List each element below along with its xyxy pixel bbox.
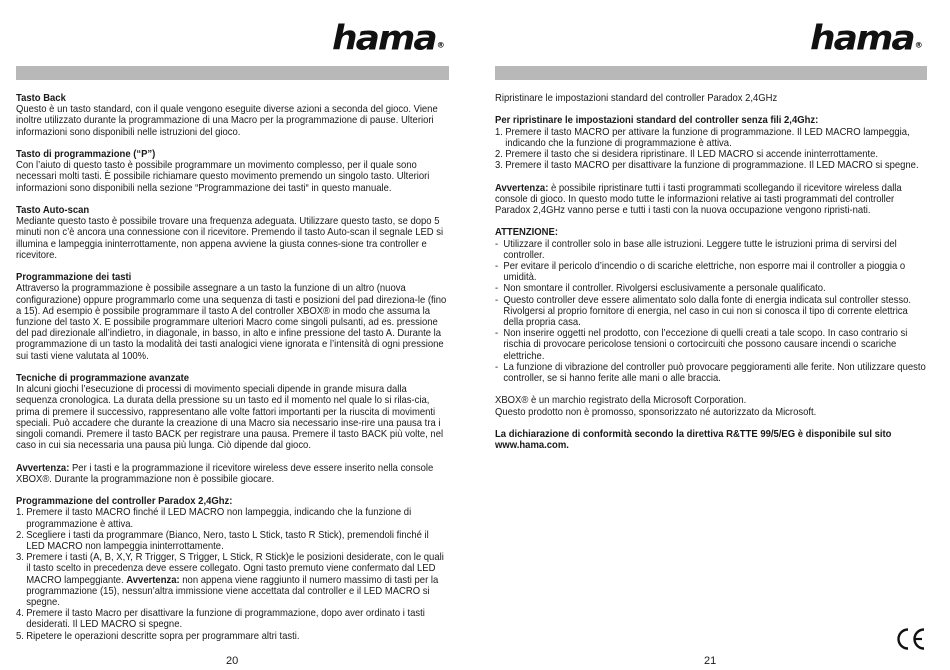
step-text: Premere i tasti (A, B, X,Y, R Trigger, S Trigger, L Stick, R Stick)e le posizioni desiderate, con le quali il tasto scelto in precedenza deve essere collegato. Ogni tasto premuto viene confermato dal LED MACRO lampeggiante. [26, 552, 444, 586]
warning-paragraph [495, 183, 927, 217]
brand-logo [332, 19, 445, 58]
step-text: Premere il tasto MACRO per attivare la funzione di programmazione. Il LED MACRO lampeggia, indicando che la funzione di programmazione è attiva. [505, 126, 910, 149]
section-tecniche-avanzate [16, 373, 448, 451]
conformity-url: www.hama.com. [495, 440, 569, 452]
conformity-text: La dichiarazione di conformità secondo la direttiva R&TTE 99/5/EG è disponibile sul sito [495, 429, 892, 441]
step-text: Ripetere le operazioni descritte sopra per programmare altri tasti. [26, 630, 300, 642]
step-number: 2. [16, 529, 24, 541]
trademark-line: XBOX® è un marchio registrato della Microsoft Corporation. [495, 395, 747, 407]
section-title: ATTENZIONE: [495, 227, 558, 239]
warning-text: è possibile ripristinare tutti i tasti programmati scollegando il ricevitore wireless dalla console di gioco. In questo modo tutte le informazioni relative ai tasti programmati del controller Paradox 2,4GHz vanno perse e tutti i tasti con la nuova occupazione vengono ripristi-nati. [495, 182, 902, 216]
warning-label: Avvertenza: [16, 462, 70, 474]
step-text: Premere il tasto Macro per disattivare la funzione di programmazione, dopo aver ordinato i tasti desiderati. Il LED MACRO si spegne. [26, 608, 425, 631]
list-item: - La funzione di vibrazione del controller può provocare peggioramenti alle ferite. Non utilizzare questo controller, se si hanno ferite alle mani o alle braccia. [495, 362, 927, 384]
step-text: Scegliere i tasti da programmare (Bianco, Nero, tasto L Stick, tasto R Stick), premendoli finché il LED MACRO non lampeggia ininterrottamente. [26, 529, 429, 553]
header-bar [495, 66, 927, 80]
attention-list [495, 239, 927, 385]
reset-steps [495, 127, 927, 172]
programming-steps [16, 507, 448, 641]
step-warning-label: Avvertenza: [126, 574, 180, 586]
registered-mark: ® [914, 40, 923, 50]
warning-note [16, 463, 448, 485]
section-text: Mediante questo tasto è possibile trovare una frequenza adeguata. Utilizzare questo tasto, se dopo 5 minuti non c’è ancora una connessione con il ricevitore. Premendo il tasto Auto-scan il segnale LED si illumina e lampeggia ininterrottamente, non appena avviene la giusta connes-sione tra controller e ricevitore. [16, 216, 444, 261]
trademark-notice [495, 395, 927, 417]
step-number: 3. [16, 552, 24, 564]
step-number: 1. [495, 126, 503, 138]
conformity-url-line [495, 440, 927, 451]
section-title: Tasto di programmazione (“P”) [16, 149, 156, 160]
warning-note [495, 183, 927, 217]
step-text: Premere il tasto MACRO per disattivare la funzione di programmazione. Il LED MACRO si spegne. [505, 160, 919, 172]
section-title: Tasto Back [16, 93, 66, 104]
list-item [495, 149, 927, 160]
section-reset [495, 115, 927, 171]
step-number: 4. [16, 608, 24, 620]
header-bar [16, 66, 449, 80]
list-item [495, 160, 927, 171]
list-item [16, 552, 448, 608]
conformity-line [495, 429, 927, 440]
section-text: Con l’aiuto di questo tasto è possibile programmare un movimento complesso, per il quale sono necessari molti tasti. È possibile richiamare questo movimento premendo un singolo tasto. Ulteriori informazioni sono disponibili nella sezione “Programmazione dei tasti“ in questo manuale. [16, 160, 430, 194]
list-item: - Non smontare il controller. Rivolgersi esclusivamente a personale qualificato. [495, 283, 927, 294]
section-tasto-back [16, 93, 448, 138]
warning-text: Per i tasti e la programmazione il ricevitore wireless deve essere inserito nella console XBOX®. Durante la programmazione non è possibile giocare. [16, 462, 434, 485]
ce-mark-icon [895, 626, 927, 652]
step-number: 1. [16, 507, 24, 519]
section-tasto-auto-scan [16, 205, 448, 261]
list-item [16, 631, 448, 642]
list-item: - Questo controller deve essere alimentato solo dalla fonte di energia indicata sul controller stesso. Rivolgersi al proprio fornitore di energia, nel caso in cui non si conosca il tipo di corrente elettrica della propria casa. [495, 295, 927, 329]
registered-mark: ® [436, 40, 445, 50]
list-item: - Non inserire oggetti nel prodotto, con l’eccezione di quelli creati a tale scopo. In caso contrario si rischia di provocare pericolose tensioni o cortocircuiti che possono causare incendi o scariche elettriche. [495, 328, 927, 362]
warning-paragraph [16, 463, 448, 485]
brand-logo [810, 19, 923, 58]
section-text: In alcuni giochi l’esecuzione di processi di movimento speciali dipende in grande misura dalla sequenza cronologica. La durata della pressione su un tasto ed il momento nel quale lo si rilas-cia, prima di premere il successivo, rappresentano alle volte fattori importanti per la riuscita di movimenti speciali. Può accadere che durante la creazione di una Macro sia necessario inse-rire una pausa tra i singoli comandi. Premere il tasto BACK per registrare una pausa. Premere il tasto BACK più volte, nel caso in cui sia necessaria una pausa più lunga. Ciò dipende dal gioco. [16, 384, 444, 452]
list-item [16, 507, 448, 529]
warning-label: Avvertenza: [495, 182, 549, 194]
intro [495, 93, 927, 104]
page-content [495, 93, 927, 463]
section-tasto-programmazione [16, 149, 448, 194]
list-item [495, 127, 927, 149]
step-text: Premere il tasto MACRO finché il LED MACRO non lampeggia, indicando che la funzione di programmazione è attiva. [26, 507, 412, 530]
page-number: 21 [704, 655, 717, 667]
section-title: Programmazione dei tasti [16, 272, 132, 284]
page-content [16, 93, 448, 653]
trademark-line: Questo prodotto non è promosso, sponsorizzato né autorizzato da Microsoft. [495, 406, 817, 418]
section-title: Programmazione del controller Paradox 2,4Ghz: [16, 496, 233, 508]
section-programmazione-controller [16, 496, 448, 642]
step-text-continued: non appena viene raggiunto il numero massimo di tasti per la programmazione (15), nessun’altra immissione viene accettata dal controller e il LED MACRO si spegne. [26, 574, 439, 609]
page-number: 20 [226, 655, 239, 667]
intro-text: Ripristinare le impostazioni standard del controller Paradox 2,4GHz [495, 93, 778, 104]
list-item: - Per evitare il pericolo d’incendio o di scariche elettriche, non esporre mai il controller a pioggia o umidità. [495, 261, 927, 283]
step-number: 5. [16, 630, 24, 642]
step-number: 2. [495, 149, 503, 160]
section-attention [495, 227, 927, 384]
section-text: Questo è un tasto standard, con il quale vengono eseguite diverse azioni a seconda del gioco. Viene inoltre utilizzato durante la programmazione di una Macro per la programmazione di pause. Ulteriori informazioni sono disponibili nelle istruzioni del gioco. [16, 104, 438, 138]
page-right [475, 0, 950, 670]
brand-name: hama [810, 19, 914, 58]
brand-name: hama [332, 19, 436, 58]
list-item [16, 530, 448, 552]
section-title: Tecniche di programmazione avanzate [16, 373, 190, 385]
section-title: Tasto Auto-scan [16, 205, 90, 216]
section-programmazione-tasti [16, 272, 448, 362]
section-text: Attraverso la programmazione è possibile assegnare a un tasto la funzione di un altro (nuova configurazione) oppure programmarlo come una sequenza di tasti e posizioni del pad direziona-le (fino a 15). Ad esempio è possibile programmare il tasto A del controller XBOX® in modo che assuma la funzione del tasto X. E possibile programmare ulteriori Macro come singoli pulsanti, ad es. pressione del pad direzionale all’indietro, in diagonale, in basso, in alto e infine pressione del tasto A. Durante la programmazione di un tasto la modalità dei tasti analogici viene ignorata e l’intensità di ogni pressione sui tasti viene valutata al 100%. [16, 283, 447, 362]
list-item [16, 608, 448, 630]
section-title: Per ripristinare le impostazioni standard del controller senza fili 2,4Ghz: [495, 115, 819, 127]
step-text: Premere il tasto che si desidera ripristinare. Il LED MACRO si accende ininterrottamente. [505, 149, 879, 160]
conformity-notice [495, 429, 927, 451]
list-item: - Utilizzare il controller solo in base alle istruzioni. Leggere tutte le istruzioni prima di servirsi del controller. [495, 239, 927, 261]
step-number: 3. [495, 160, 503, 172]
